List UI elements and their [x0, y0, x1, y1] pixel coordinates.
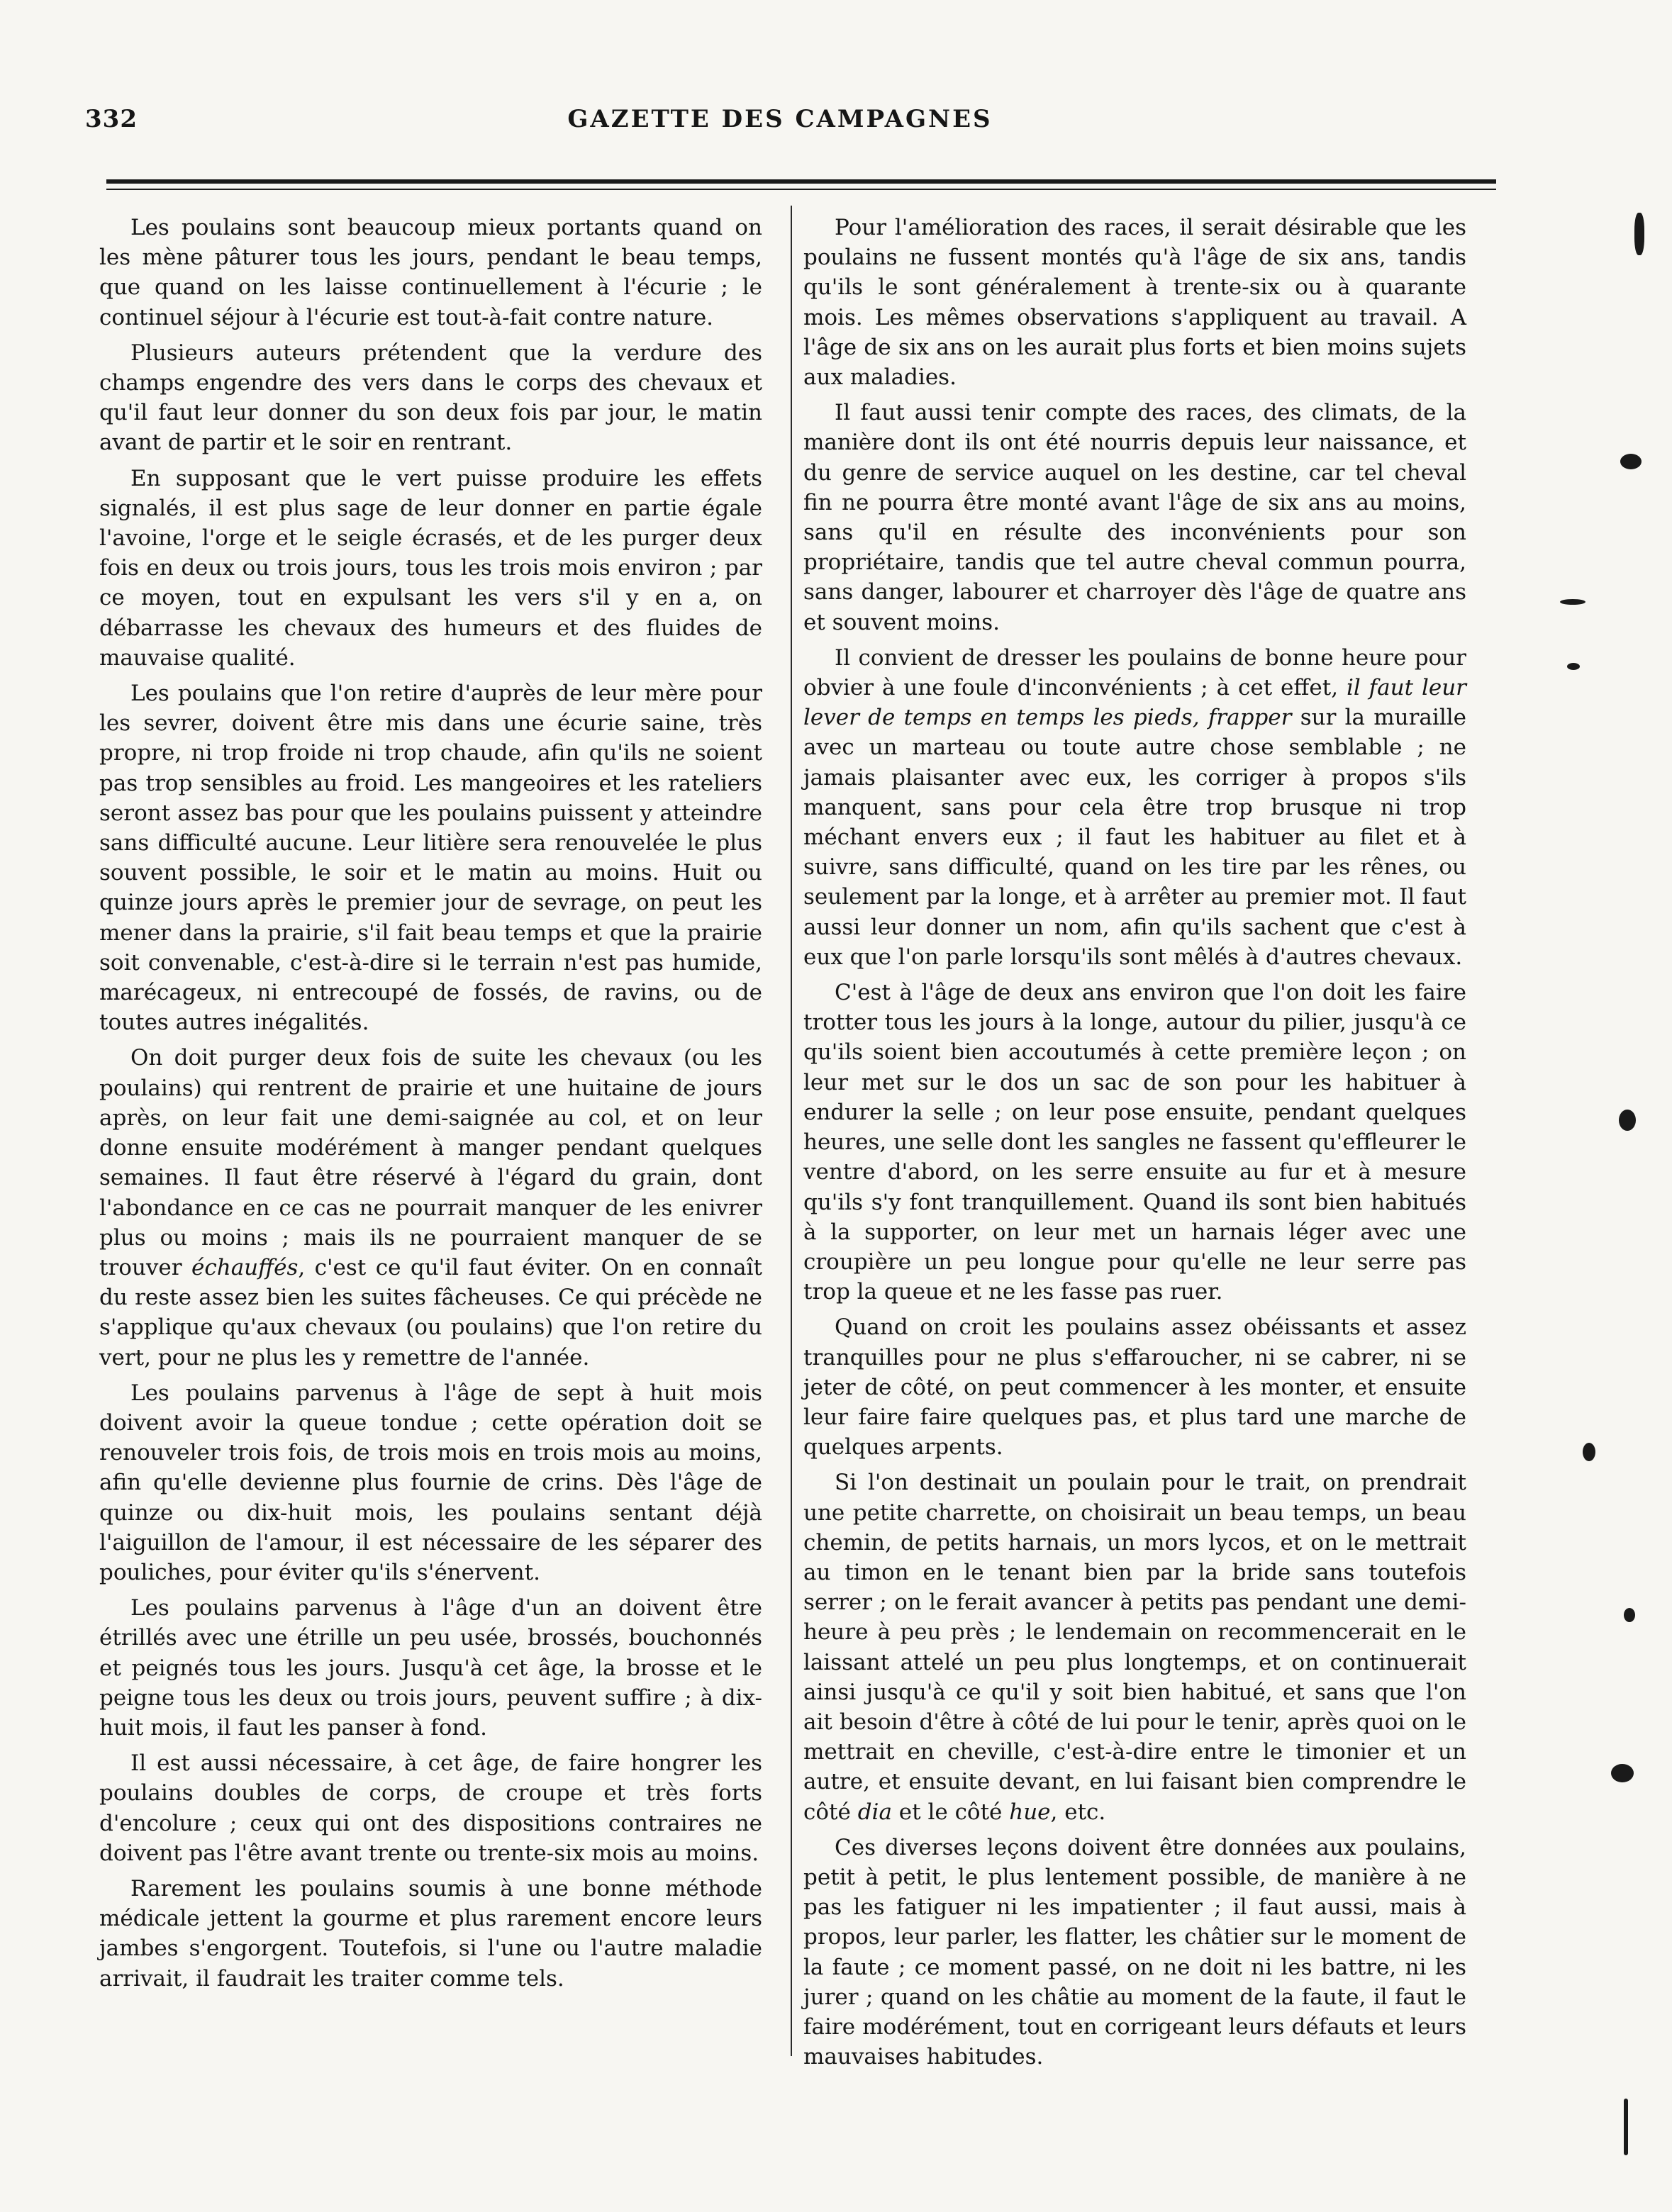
- italic-text: hue: [1009, 1799, 1051, 1825]
- paragraph: Quand on croit les poulains assez obéissants et assez tranquilles pour ne plus s'effaroucher, ni se cabrer, ni se jeter de côté, on peut commencer à les monter, et ensuite leur faire faire quelques pas, et plus tard une marche de quelques arpents.: [803, 1314, 1466, 1460]
- running-header: [85, 105, 1475, 147]
- header-rule-thin: [106, 189, 1496, 190]
- ink-speck: [1619, 1110, 1636, 1131]
- paragraph: [99, 1043, 762, 1372]
- page-number: 332: [85, 105, 138, 133]
- ink-speck: [1560, 599, 1585, 605]
- paragraph: C'est à l'âge de deux ans environ que l'on doit les faire trotter tous les jours à la longe, autour du pilier, jusqu'à ce qu'ils soient bien accoutumés à cette première leçon ; on leur met sur le dos un sac de son pour les habituer à endurer la selle ; on leur pose ensuite, pendant quelques heures, une selle dont les sangles ne fassent qu'effleurer le ventre d'abord, on les serre ensuite au fur et à mesure qu'ils s'y font tranquillement. Quand ils sont bien habitués à la supporter, on leur met un harnais léger avec une croupière un peu longue pour qu'elle ne leur serre pas trop la queue et ne les fasse pas ruer.: [803, 980, 1466, 1305]
- text-run: et le côté: [891, 1799, 1010, 1825]
- paragraph: En supposant que le vert puisse produire les effets signalés, il est plus sage de leur donner en partie égale l'avoine, l'orge et le seigle écrasés, et de les purger deux fois en deux ou trois jours, tous les trois mois environ ; par ce moyen, tout en expulsant les vers s'il y en a, on débarrasse les chevaux des humeurs et des fluides de mauvaise qualité.: [99, 465, 762, 671]
- ink-speck: [1624, 1608, 1635, 1622]
- ink-speck: [1583, 1443, 1595, 1461]
- ink-speck: [1620, 454, 1642, 469]
- paragraph: Les poulains sont beaucoup mieux portants quand on les mène pâturer tous les jours, pendant le beau temps, que quand on les laisse continuellement à l'écurie ; le continuel séjour à l'écurie est tout-à-fait contre nature.: [99, 215, 762, 330]
- ink-speck: [1634, 213, 1644, 255]
- column-divider: [791, 206, 792, 2056]
- paragraph: Pour l'amélioration des races, il serait désirable que les poulains ne fussent montés qu'à l'âge de six ans, tandis qu'ils le sont généralement à trente-six ou à quarante mois. Les mêmes observations s'appliquent au travail. A l'âge de six ans on les aurait plus forts et bien moins sujets aux maladies.: [803, 215, 1466, 391]
- italic-text: dia: [857, 1799, 892, 1825]
- paragraph: Il faut aussi tenir compte des races, des climats, de la manière dont ils ont été nourris depuis leur naissance, et du genre de service auquel on les destine, car tel cheval fin ne pourra être monté avant l'âge de six ans au moins, sans qu'il en résulte des inconvénients pour son propriétaire, tandis que tel autre cheval commun pourra, sans danger, labourer et charroyer dès l'âge de quatre ans et souvent moins.: [803, 400, 1466, 635]
- right-column: [803, 213, 1466, 2077]
- paragraph: Les poulains parvenus à l'âge d'un an doivent être étrillés avec une étrille un peu usée, brossés, bouchonnés et peignés tous les jours. Jusqu'à cet âge, la brosse et le peigne tous les deux ou trois jours, peuvent suffire ; à dix-huit mois, il faut les panser à fond.: [99, 1595, 762, 1741]
- paragraph: Les poulains que l'on retire d'auprès de leur mère pour les sevrer, doivent être mis dans une écurie saine, très propre, ni trop froide ni trop chaude, afin qu'ils ne soient pas trop sensibles au froid. Les mangeoires et les rateliers seront assez bas pour que les poulains puissent y atteindre sans difficulté aucune. Leur litière sera renouvelée le plus souvent possible, le soir et le matin au moins. Huit ou quinze jours après le premier jour de sevrage, on peut les mener dans la prairie, s'il fait beau temps et que la prairie soit convenable, c'est-à-dire si le terrain n'est pas humide, marécageux, ni entrecoupé de fossés, de ravins, ou de toutes autres inégalités.: [99, 681, 762, 1036]
- paragraph: Rarement les poulains soumis à une bonne méthode médicale jettent la gourme et plus rarement encore leurs jambes s'engorgent. Toutefois, si l'une ou l'autre maladie arrivait, il faudrait les traiter comme tels.: [99, 1875, 762, 1992]
- text-run: Si l'on destinait un poulain pour le trait, on prendrait une petite charrette, on choisirait un beau temps, un beau chemin, de petits harnais, un mors lycos, et on le mettrait au timon en le tenant bien par la bride sans toutefois serrer ; on le ferait avancer à petits pas pendant une demi-heure à peu près ; le lendemain on recommencerait en le laissant attelé un peu plus longtemps, et on continuerait ainsi jusqu'à ce qu'il y soit bien habitué, et sans que l'on ait besoin d'être à côté de lui pour le tenir, après quoi on le mettrait en cheville, c'est-à-dire entre le timonier et un autre, et ensuite devant, en lui faisant bien comprendre le côté: [803, 1470, 1466, 1825]
- italic-text: échauffés: [191, 1254, 299, 1280]
- text-run: Il convient de dresser les poulains de bonne heure pour obvier à une foule d'inconvénients ; à cet effet,: [803, 644, 1466, 701]
- paragraph: Les poulains parvenus à l'âge de sept à huit mois doivent avoir la queue tondue ; cette opération doit se renouveler trois fois, de trois mois en trois mois au moins, afin qu'elle devienne plus fournie de crins. Dès l'âge de quinze ou dix-huit mois, les poulains sentant déjà l'aiguillon de l'amour, il est nécessaire de les séparer des pouliches, pour éviter qu'ils s'énervent.: [99, 1380, 762, 1585]
- paragraph: Plusieurs auteurs prétendent que la verdure des champs engendre des vers dans le corps des chevaux et qu'il faut leur donner du son deux fois par jour, le matin avant de partir et le soir en rentrant.: [99, 340, 762, 456]
- ink-speck: [1624, 2099, 1628, 2155]
- text-run: , etc.: [1050, 1799, 1106, 1825]
- running-title: GAZETTE DES CAMPAGNES: [567, 105, 993, 133]
- header-rule-thick: [106, 179, 1496, 184]
- paragraph: Ces diverses leçons doivent être données aux poulains, petit à petit, le plus lentement possible, de manière à ne pas les fatiguer ni les impatienter ; il faut aussi, mais à propos, leur parler, les flatter, les châtier sur le moment de la faute ; ce moment passé, on ne doit ni les battre, ni les jurer ; quand on les châtie au moment de la faute, il faut le faire modérément, tout en corrigeant leurs défauts et leurs mauvaises habitudes.: [803, 1834, 1466, 2070]
- italic-text: il faut leur lever de temps en temps les pieds, frapper: [803, 675, 1466, 731]
- paragraph: Il est aussi nécessaire, à cet âge, de faire hongrer les poulains doubles de corps, de croupe et très forts d'encolure ; ceux qui ont des dispositions contraires ne doivent pas l'être avant trente ou trente-six mois au moins.: [99, 1750, 762, 1866]
- text-run: , c'est ce qu'il faut éviter. On en connaît du reste assez bien les suites fâcheuses. Ce qui précède ne s'applique qu'aux chevaux (ou poulains) que l'on retire du vert, pour ne plus les y remettre de l'année.: [99, 1254, 762, 1370]
- ink-speck: [1611, 1764, 1634, 1782]
- paragraph: [803, 1468, 1466, 1826]
- ink-speck: [1567, 663, 1580, 670]
- text-run: On doit purger deux fois de suite les chevaux (ou les poulains) qui rentrent de prairie et une huitaine de jours après, on leur fait une demi-saignée au col, et on leur donne ensuite modérément à manger pendant quelques semaines. Il faut être réservé à l'égard du grain, dont l'abondance en ce cas ne pourrait manquer de les enivrer plus ou moins ; mais ils ne pourraient manquer de se trouver: [99, 1045, 762, 1280]
- left-column: [99, 213, 762, 1999]
- text-run: sur la muraille avec un marteau ou toute autre chose semblable ; ne jamais plaisanter avec eux, les corriger à propos s'ils manquent, sans pour cela être trop brusque ni trop méchant envers eux ; il faut les habituer au filet et à suivre, sans difficulté, quand on les tire par les rênes, ou seulement par la longe, et à arrêter au premier mot. Il faut aussi leur donner un nom, afin qu'ils sachent que c'est à eux que l'on parle lorsqu'ils sont mêlés à d'autres chevaux.: [803, 705, 1467, 970]
- paragraph: [803, 643, 1466, 972]
